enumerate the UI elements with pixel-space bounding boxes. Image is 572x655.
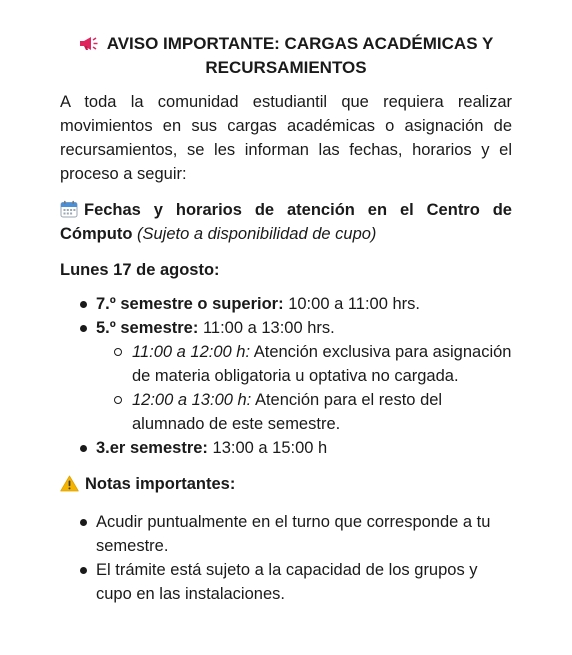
megaphone-icon: [79, 36, 99, 51]
list-item: [60, 292, 512, 316]
semester-label: 3.er semestre:: [96, 439, 208, 457]
list-item: El trámite está sujeto a la capacidad de los grupos y cupo en las instalaciones.: [60, 558, 512, 606]
intro-paragraph: A toda la comunidad estudiantil que requiera realizar movimientos en sus cargas académicas o asignación de recursamientos, se les informan las fechas, horarios y el proceso a seguir:: [60, 93, 512, 183]
list-item: [60, 316, 512, 436]
schedule-note: (Sujeto a disponibilidad de cupo): [137, 225, 377, 243]
sub-list-item: [96, 388, 512, 436]
title-text-1: AVISO IMPORTANTE: CARGAS ACADÉMICAS Y: [106, 34, 494, 53]
list-item: Acudir puntualmente en el turno que corresponde a tu semestre.: [60, 510, 512, 558]
title-line-1: [60, 32, 512, 56]
schedule-heading: [60, 198, 512, 246]
warning-icon: [60, 475, 79, 492]
semester-time: 10:00 a 11:00 hrs.: [288, 295, 420, 313]
sub-schedule-list: [96, 340, 512, 436]
sub-time: 11:00 a 12:00 h:: [132, 343, 251, 361]
schedule-list: [60, 292, 512, 460]
semester-time: 11:00 a 13:00 hrs.: [202, 319, 335, 337]
semester-time: 13:00 a 15:00 h: [212, 439, 328, 457]
sub-list-item: [96, 340, 512, 388]
sub-time: 12:00 a 13:00 h:: [132, 391, 252, 409]
notes-list: [60, 510, 512, 606]
sub-text: Atención para el resto del alumnado de este semestre.: [132, 391, 443, 433]
sub-text: Atención exclusiva para asignación de materia obligatoria u optativa no cargada.: [132, 343, 512, 385]
semester-label: 7.º semestre o superior:: [96, 295, 284, 313]
semester-label: 5.º semestre:: [96, 319, 199, 337]
notes-heading: [60, 472, 512, 496]
announcement-title: [60, 32, 512, 80]
title-line-2: RECURSAMIENTOS: [205, 58, 367, 77]
notes-heading-text: Notas importantes:: [85, 475, 236, 493]
schedule-day: Lunes 17 de agosto:: [60, 261, 220, 279]
calendar-icon: [60, 200, 78, 218]
list-item: [60, 436, 512, 460]
schedule-heading-text: Fechas y horarios de atención en el Centro de Cómputo: [60, 201, 512, 243]
